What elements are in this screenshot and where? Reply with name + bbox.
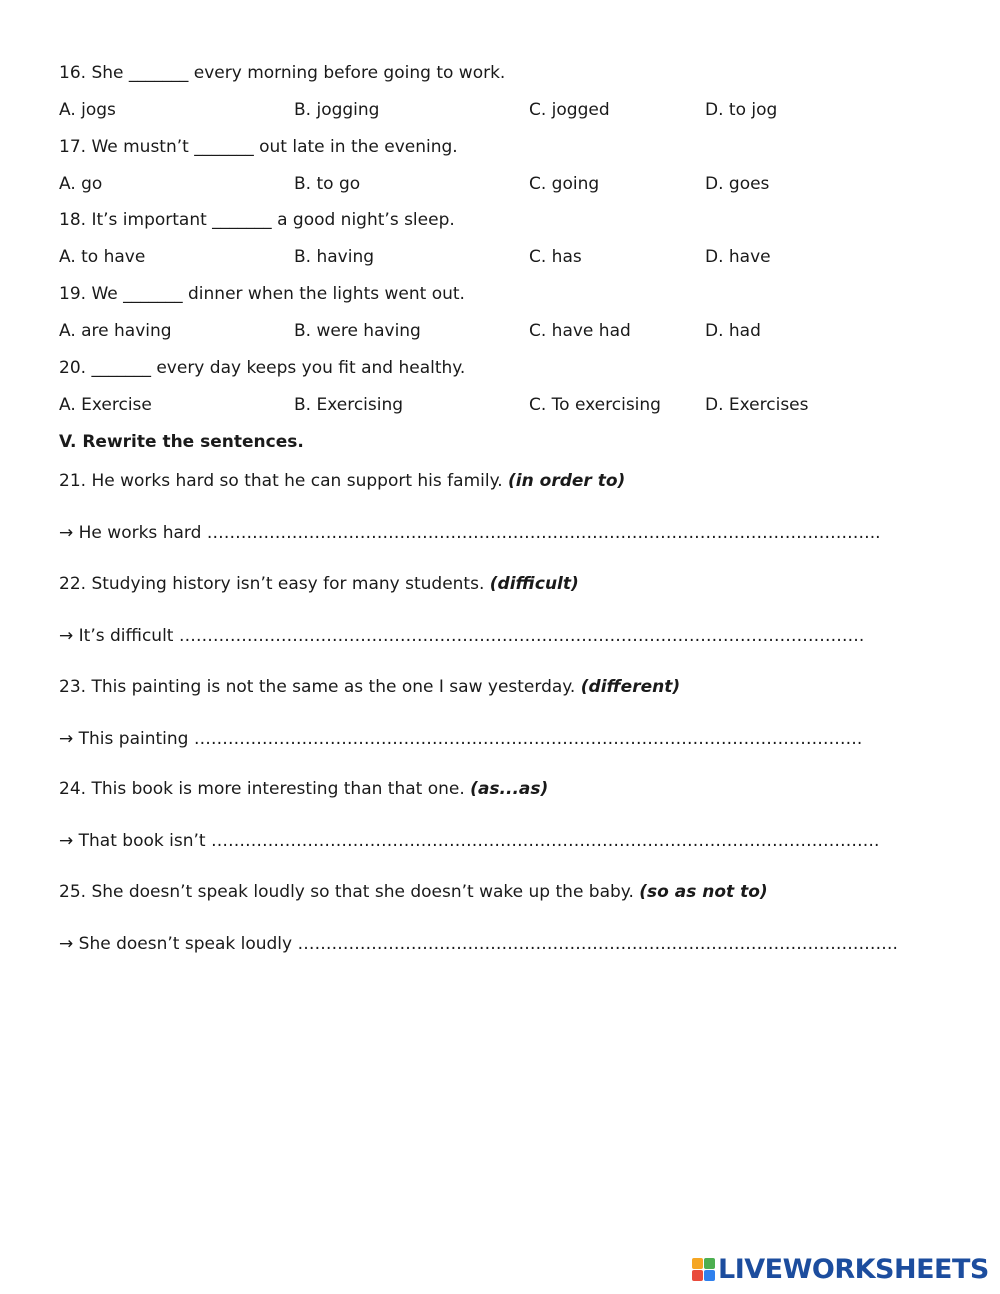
question-19-option-c[interactable]: C. have had	[529, 321, 631, 341]
rewrite-22-sentence	[59, 573, 579, 595]
rewrite-25-answer-line[interactable]: → She doesn’t speak loudly …………………………………………………………………………………………….	[59, 934, 898, 954]
question-19-option-b[interactable]: B. were having	[294, 321, 421, 341]
question-18-option-b[interactable]: B. having	[294, 247, 375, 267]
question-20-option-c[interactable]: C. To exercising	[529, 395, 661, 415]
rewrite-21-answer-line[interactable]: → He works hard ………………………………………………………………………………………………………..	[59, 523, 881, 543]
rewrite-25-sentence	[59, 881, 768, 903]
question-20-option-d[interactable]: D. Exercises	[705, 395, 809, 415]
question-18-option-a[interactable]: A. to have	[59, 247, 146, 267]
rewrite-24-text: 24. This book is more interesting than that one.	[59, 779, 465, 799]
rewrite-23-answer-line[interactable]: → This painting ……………………………………………………………………………………………………….	[59, 729, 863, 749]
logo-square-4	[704, 1270, 715, 1281]
rewrite-25-hint: (so as not to)	[639, 882, 768, 902]
logo-square-2	[704, 1258, 715, 1269]
rewrite-24-sentence	[59, 778, 548, 800]
logo-square-3	[692, 1270, 703, 1281]
rewrite-24-answer-line[interactable]: → That book isn’t ……………………………………………………………………………………………………….	[59, 831, 880, 851]
rewrite-25-text: 25. She doesn’t speak loudly so that she doesn’t wake up the baby.	[59, 882, 634, 902]
question-20-stem: 20. _______ every day keeps you fit and healthy.	[59, 358, 466, 378]
question-18-stem: 18. It’s important _______ a good night’s sleep.	[59, 210, 455, 230]
logo-square-1	[692, 1258, 703, 1269]
rewrite-22-hint: (difficult)	[489, 574, 579, 594]
rewrite-21-text: 21. He works hard so that he can support his family.	[59, 471, 503, 491]
question-20-option-b[interactable]: B. Exercising	[294, 395, 404, 415]
question-17-option-b[interactable]: B. to go	[294, 174, 361, 194]
question-16-option-a[interactable]: A. jogs	[59, 100, 116, 120]
rewrite-21-sentence	[59, 470, 625, 492]
rewrite-21-hint: (in order to)	[508, 471, 626, 491]
rewrite-23-text: 23. This painting is not the same as the one I saw yesterday.	[59, 677, 576, 697]
question-19-stem: 19. We _______ dinner when the lights went out.	[59, 284, 465, 304]
rewrite-23-hint: (different)	[580, 677, 681, 697]
rewrite-23-sentence	[59, 676, 680, 698]
rewrite-24-hint: (as...as)	[470, 779, 549, 799]
question-17-stem: 17. We mustn’t _______ out late in the evening.	[59, 137, 458, 157]
question-20-option-a[interactable]: A. Exercise	[59, 395, 152, 415]
question-19-option-a[interactable]: A. are having	[59, 321, 172, 341]
question-17-option-c[interactable]: C. going	[529, 174, 600, 194]
question-16-stem: 16. She _______ every morning before going to work.	[59, 63, 506, 83]
question-17-option-a[interactable]: A. go	[59, 174, 103, 194]
logo-text: LIVEWORKSHEETS	[718, 1253, 989, 1285]
question-16-option-c[interactable]: C. jogged	[529, 100, 610, 120]
section-title: V. Rewrite the sentences.	[59, 432, 304, 452]
question-16-option-b[interactable]: B. jogging	[294, 100, 380, 120]
question-16-option-d[interactable]: D. to jog	[705, 100, 778, 120]
liveworksheets-logo	[692, 1254, 989, 1284]
rewrite-22-answer-line[interactable]: → It’s difficult ………………………………………………………………………………………………………….	[59, 626, 865, 646]
question-18-option-d[interactable]: D. have	[705, 247, 771, 267]
question-17-option-d[interactable]: D. goes	[705, 174, 770, 194]
logo-mark-icon	[692, 1258, 715, 1281]
question-18-option-c[interactable]: C. has	[529, 247, 582, 267]
rewrite-22-text: 22. Studying history isn’t easy for many students.	[59, 574, 485, 594]
question-19-option-d[interactable]: D. had	[705, 321, 761, 341]
